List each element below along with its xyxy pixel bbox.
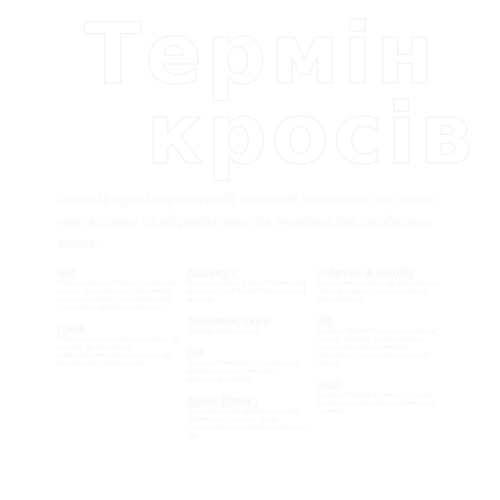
term-pe [318,314,440,368]
term-definition: Дата релізу нових кросівок, коли вони з'являються у продажу. Також стосується випуску обмеженої кількості пар. [187,408,307,439]
term-definition: Означає «Player Exclusive» (ексклюзив гравця). Кросівки, що створюються спеціально для професійного спортсмена і не продаються широкій публіці. [318,328,436,367]
term-definition: Коли люди стоять у черзі біля магазину кілька днів, щоб купити лімітовану пару кросівок. [187,280,307,303]
terms-column-3 [318,266,440,426]
term-drop [187,394,309,440]
term-definition: Означає «Friends & Family» — рідкісні кросівки, які випускаються обмеженим тиражем. [318,392,435,415]
term-title: Грай [57,322,85,336]
term-gr [57,266,179,312]
term-campout [187,266,309,304]
terms-column-1 [57,266,179,378]
term-definition: Означає «General Release» (загальний випуск). Ці кросівки не є лімітованими, вони випускаються у великій кількості та доступні у звичайних магазинах. [57,280,175,311]
title-line-1: Термін [84,5,438,103]
page-title [84,5,484,183]
term-definition: Абревіатура від «Граальні кросівки». Це кросівки, що вважаються найбажанішими для колекціонера, які він мріє мати у своїй колекції. [57,336,179,367]
term-title: Дроп (Drop) [187,394,257,408]
term-friends-family [318,266,440,304]
title-line-2: кросів [146,85,477,183]
term-title: DS [187,346,204,360]
terms-column-2 [187,266,309,450]
term-grail [57,322,179,368]
term-ds [187,346,309,384]
term-title: Friends & Family [318,266,415,280]
term-ff [318,378,440,416]
term-definition: Кросівки, які вже носили. [187,328,263,335]
term-definition: Означає «Deadstock» — кросівки, які ніколи не носили та які мають оригінальну упаковку. [187,360,299,383]
term-definition: Дуже рідкісні кросівки, які випускаються тільки для друзів та родини компанії або дизайнера. [318,280,439,303]
term-title: Зношена пара [187,314,271,328]
term-title: GR [57,266,75,280]
term-title: PE [318,314,335,328]
term-worn-pair [187,314,309,336]
term-title: Кемпаут [187,266,237,280]
intro-paragraph: Всесвіт кросівок має свій власний лексикон. Ви часто чуєте сленг та абревіатури. Це терміни, які необхідно знати. [57,191,435,251]
term-title: F&F [318,378,342,392]
